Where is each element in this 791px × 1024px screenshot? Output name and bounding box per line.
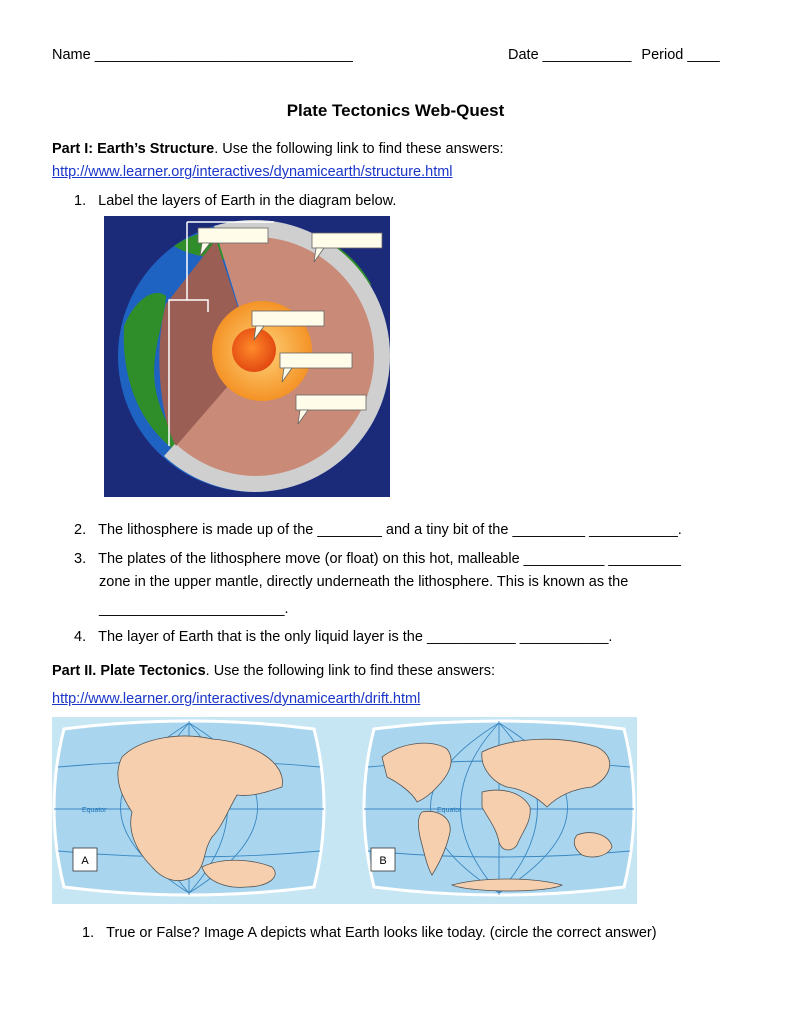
page-title: Plate Tectonics Web-Quest: [286, 101, 505, 120]
q2-text[interactable]: The lithosphere is made up of the ________ and a tiny bit of the _________ ___________.: [98, 522, 682, 538]
name-blank[interactable]: ________________________________: [94, 47, 353, 63]
p2-q1-number: 1.: [82, 925, 95, 941]
q3-line2: zone in the upper mantle, directly underneath the lithosphere. This is known as the: [99, 574, 629, 590]
date-blank[interactable]: ___________: [542, 47, 632, 63]
map-b: [364, 721, 634, 895]
map-b-label: B: [379, 855, 387, 867]
part1-instruction: . Use the following link to find these answers:: [214, 141, 504, 157]
q4-text[interactable]: The layer of Earth that is the only liquid layer is the ___________ ___________.: [98, 629, 613, 645]
map-a-equator-label: Equator: [82, 807, 107, 814]
part1-heading-line: [52, 141, 504, 157]
part2-instruction: . Use the following link to find these answers:: [205, 663, 495, 679]
period-label: Period: [641, 47, 684, 63]
p2-q1-text[interactable]: True or False? Image A depicts what Earth looks like today. (circle the correct answer): [106, 925, 657, 941]
q1-number: 1.: [74, 193, 87, 209]
map-a-label: A: [81, 855, 89, 867]
q4-number: 4.: [74, 629, 87, 645]
part2-heading: Part II. Plate Tectonics: [52, 663, 206, 679]
earth-layers-diagram: [104, 216, 390, 497]
name-label: Name: [52, 47, 91, 63]
part2-link[interactable]: http://www.learner.org/interactives/dynamicearth/drift.html: [52, 691, 421, 707]
q3-number: 3.: [74, 551, 87, 567]
q3-line1[interactable]: The plates of the lithosphere move (or float) on this hot, malleable __________ _________: [98, 551, 681, 567]
q1-text: Label the layers of Earth in the diagram below.: [98, 193, 397, 209]
q3-line3[interactable]: _______________________.: [99, 601, 289, 617]
part2-q1: [82, 925, 657, 941]
inner-core: [232, 328, 276, 372]
date-label: Date: [508, 47, 539, 63]
map-b-equator-label: Equator: [437, 807, 462, 814]
part1-q2: [74, 522, 682, 538]
q2-number: 2.: [74, 522, 87, 538]
part1-q1: [74, 193, 396, 209]
part1-q3: [74, 551, 681, 567]
continental-drift-maps: [52, 717, 637, 904]
part2-heading-line: [52, 663, 495, 679]
part1-q4: [74, 629, 612, 645]
part1-heading: Part I: Earth’s Structure: [52, 141, 215, 157]
date-period-row: [508, 47, 720, 63]
part1-link[interactable]: http://www.learner.org/interactives/dynamicearth/structure.html: [52, 164, 453, 180]
name-row: [52, 47, 353, 63]
period-blank[interactable]: ____: [687, 47, 720, 63]
map-a: [54, 721, 324, 895]
